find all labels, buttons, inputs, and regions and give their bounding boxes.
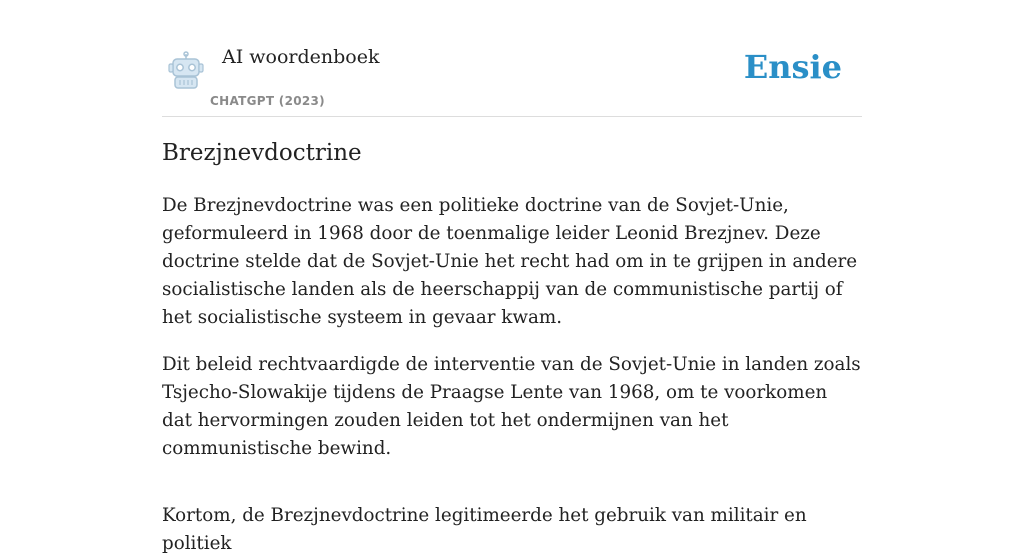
entry-term: Brezjnevdoctrine bbox=[162, 140, 362, 166]
source-meta: CHATGPT (2023) bbox=[210, 94, 325, 108]
paragraph: Kortom, de Brezjnevdoctrine legitimeerde het gebruik van militair en politiek bbox=[162, 505, 807, 554]
entry-header bbox=[162, 0, 862, 117]
robot-icon bbox=[166, 51, 206, 91]
paragraph: De Brezjnevdoctrine was een politieke doctrine van de Sovjet-Unie, geformuleerd in 1968 door de toenmalige leider Leonid Brezjnev. Deze doctrine stelde dat de Sovjet-Unie het recht had om in te grijpen in andere socialistische landen als de heerschappij van de communistische partij of het socialistische systeem in gevaar kwam. bbox=[162, 195, 858, 328]
ensie-logo[interactable]: Ensie bbox=[743, 48, 842, 86]
paragraph: Dit beleid rechtvaardigde de interventie van de Sovjet-Unie in landen zoals Tsjecho-Slowakije tijdens de Praagse Lente van 1968, om te voorkomen dat hervormingen zouden leiden tot het ondermijnen van het communistische bewind. bbox=[162, 354, 861, 459]
entry-body bbox=[162, 192, 862, 558]
page-container bbox=[162, 0, 862, 554]
source-name: AI woordenboek bbox=[222, 46, 380, 68]
